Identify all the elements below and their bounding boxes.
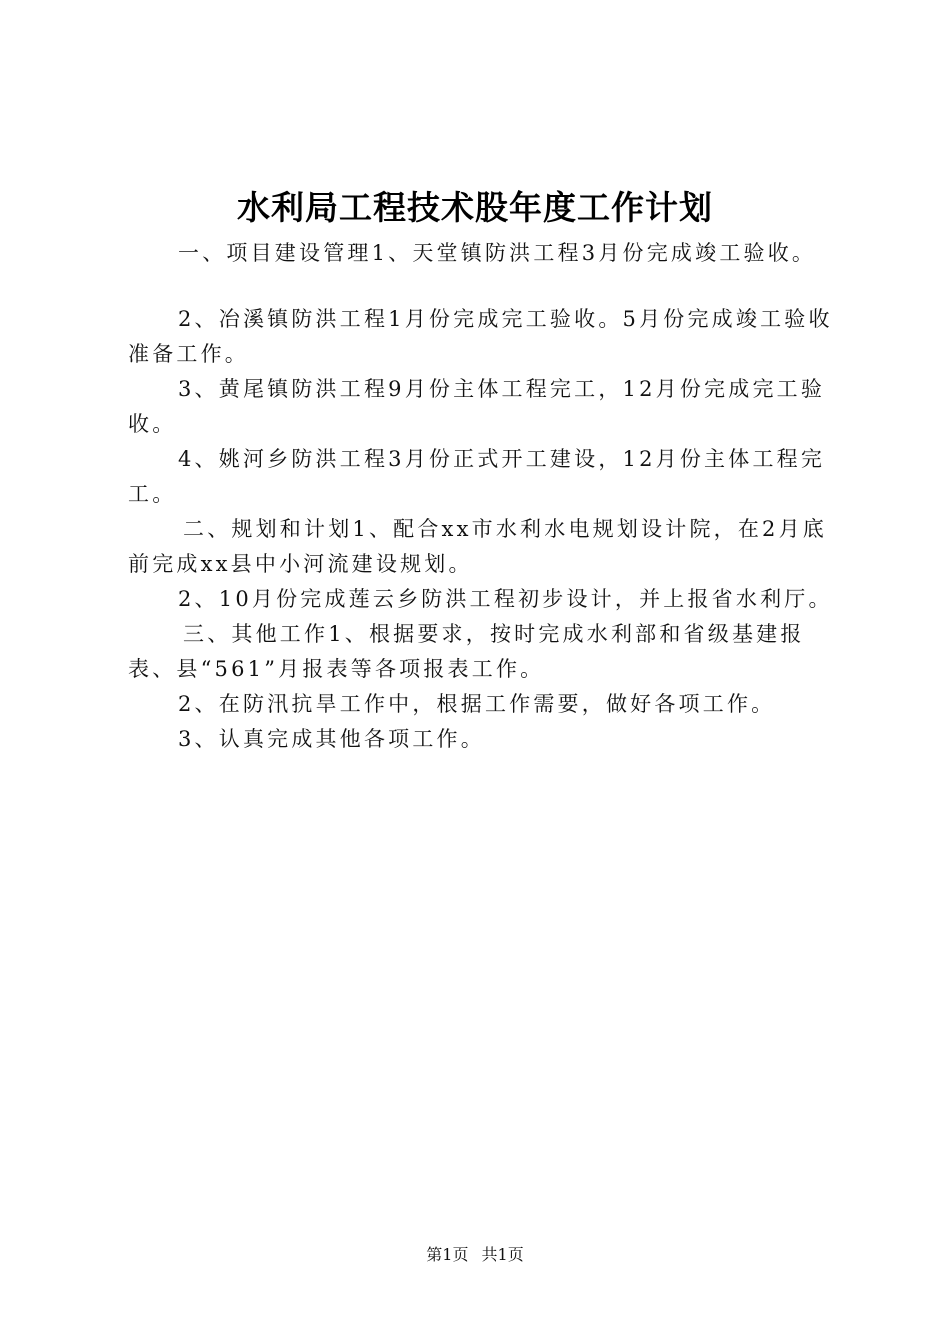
page-total: 共1页 bbox=[481, 1245, 524, 1264]
document-body bbox=[128, 236, 850, 757]
page-number: 第1页 bbox=[426, 1245, 469, 1264]
paragraph-huangwei-town: 3、黄尾镇防洪工程9月份主体工程完工，12月份完成完工验收。 bbox=[128, 377, 826, 436]
document-title: 水利局工程技术股年度工作计划 bbox=[237, 188, 713, 227]
paragraph-project-management: 一、项目建设管理1、天堂镇防洪工程3月份完成竣工验收。 bbox=[178, 241, 817, 265]
paragraph-yaohe-township: 4、姚河乡防洪工程3月份正式开工建设，12月份主体工程完工。 bbox=[128, 447, 826, 506]
paragraph-planning: 二、规划和计划1、配合xx市水利水电规划设计院，在2月底前完成xx县中小河流建设规划。 bbox=[128, 517, 828, 576]
paragraph-other-work: 三、其他工作1、根据要求，按时完成水利部和省级基建报表、县“561”月报表等各项报表工作。 bbox=[128, 622, 805, 681]
paragraph-flood-control: 2、在防汛抗旱工作中，根据工作需要，做好各项工作。 bbox=[178, 692, 776, 716]
page-footer bbox=[0, 1244, 950, 1266]
paragraph-lianyun-design: 2、10月份完成莲云乡防洪工程初步设计，并上报省水利厅。 bbox=[178, 587, 833, 611]
paragraph-yexi-town: 2、冶溪镇防洪工程1月份完成完工验收。5月份完成竣工验收准备工作。 bbox=[128, 307, 833, 366]
paragraph-other-tasks: 3、认真完成其他各项工作。 bbox=[178, 727, 485, 751]
